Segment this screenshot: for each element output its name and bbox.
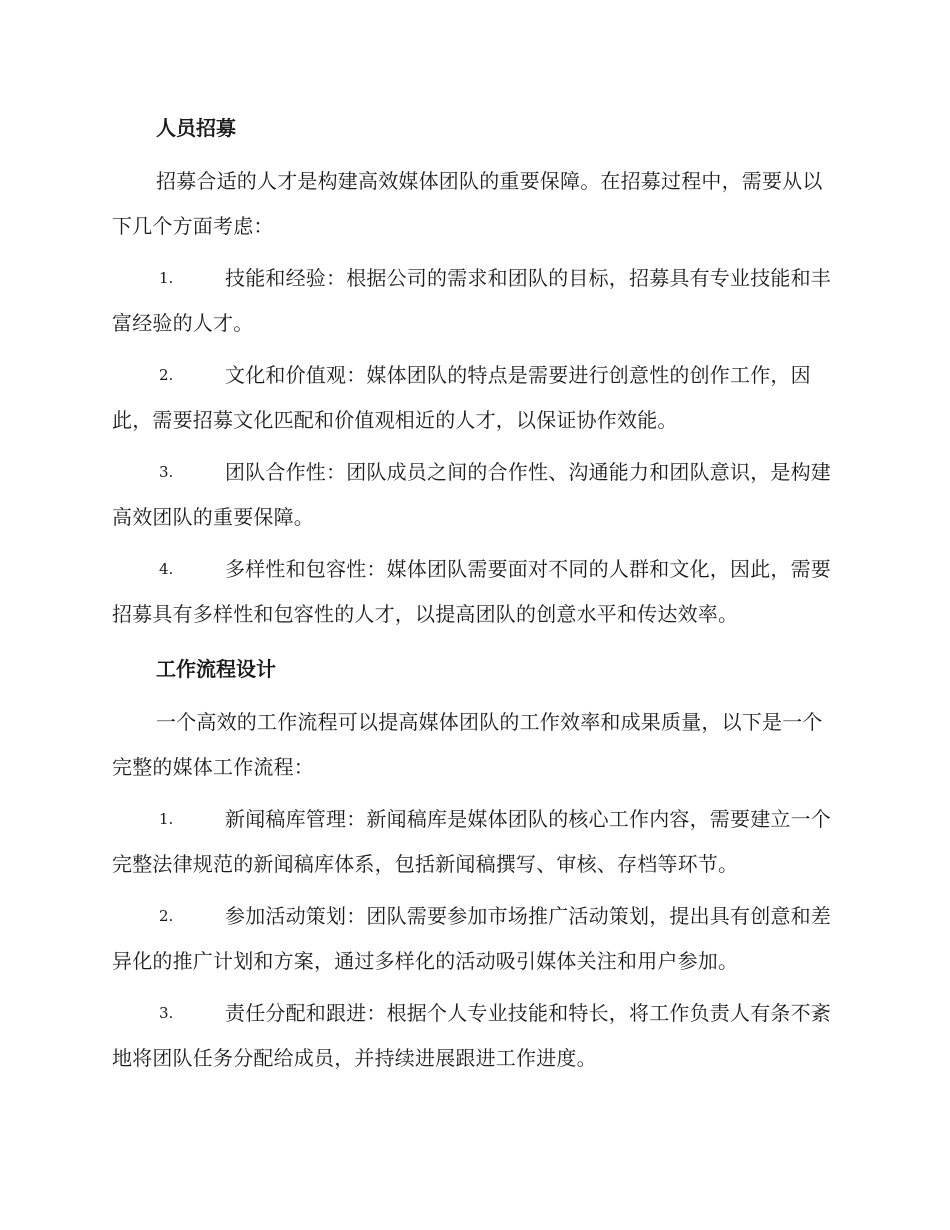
section-heading-recruitment: 人员招募 bbox=[156, 116, 236, 140]
list-item-number: 2. bbox=[159, 907, 174, 925]
list-item bbox=[112, 894, 842, 984]
section-heading-workflow: 工作流程设计 bbox=[156, 657, 276, 681]
list-item-number: 4. bbox=[159, 560, 174, 578]
section-intro-recruitment: 招募合适的人才是构建高效媒体团队的重要保障。在招募过程中，需要从以下几个方面考虑： bbox=[112, 169, 823, 238]
list-item-number: 3. bbox=[159, 463, 174, 481]
list-item bbox=[112, 797, 842, 887]
list-item-text: 文化和价值观：媒体团队的特点是需要进行创意性的创作工作，因此，需要招募文化匹配和价值观相近的人才，以保证协作效能。 bbox=[112, 363, 811, 432]
list-item-text: 责任分配和跟进：根据个人专业技能和特长，将工作负责人有条不紊地将团队任务分配给成员，并持续进展跟进工作进度。 bbox=[112, 1001, 831, 1070]
list-item bbox=[112, 256, 842, 346]
list-item bbox=[112, 991, 842, 1081]
list-item bbox=[112, 547, 842, 637]
list-item bbox=[112, 450, 842, 540]
list-item-number: 3. bbox=[159, 1004, 174, 1022]
list-item-number: 1. bbox=[159, 810, 174, 828]
list-item-text: 技能和经验：根据公司的需求和团队的目标，招募具有专业技能和丰富经验的人才。 bbox=[112, 266, 831, 335]
section-intro-workflow: 一个高效的工作流程可以提高媒体团队的工作效率和成果质量，以下是一个完整的媒体工作流程： bbox=[112, 710, 823, 779]
list-item-text: 团队合作性：团队成员之间的合作性、沟通能力和团队意识，是构建高效团队的重要保障。 bbox=[112, 460, 831, 529]
list-item bbox=[112, 353, 842, 443]
list-item-text: 多样性和包容性：媒体团队需要面对不同的人群和文化，因此，需要招募具有多样性和包容性的人才，以提高团队的创意水平和传达效率。 bbox=[112, 557, 831, 626]
list-item-text: 新闻稿库管理：新闻稿库是媒体团队的核心工作内容，需要建立一个完整法律规范的新闻稿库体系，包括新闻稿撰写、审核、存档等环节。 bbox=[112, 807, 831, 876]
list-item-text: 参加活动策划：团队需要参加市场推广活动策划，提出具有创意和差异化的推广计划和方案，通过多样化的活动吸引媒体关注和用户参加。 bbox=[112, 904, 831, 973]
list-item-number: 1. bbox=[159, 269, 174, 287]
list-item-number: 2. bbox=[159, 366, 174, 384]
